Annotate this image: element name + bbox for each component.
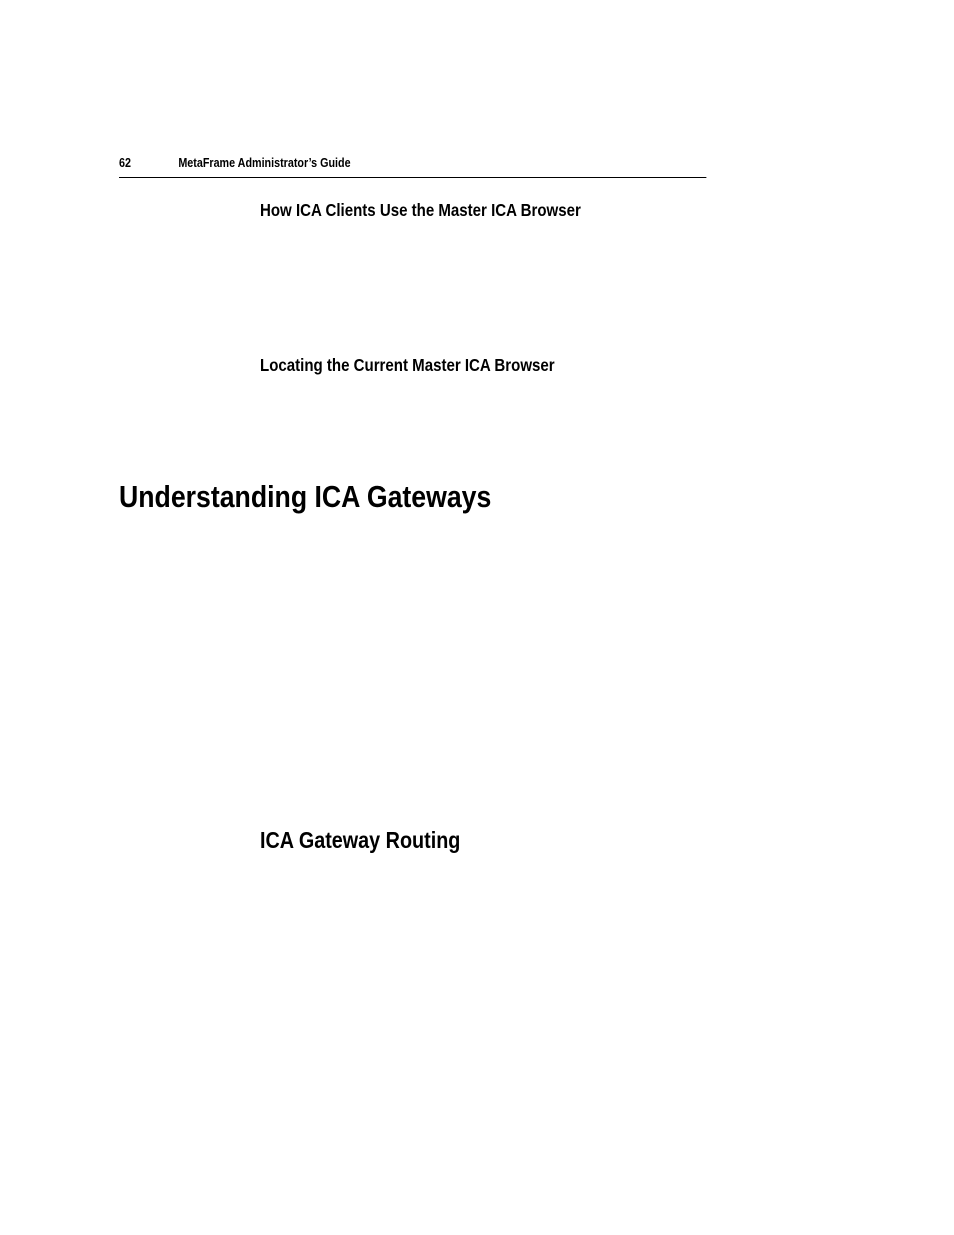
section-heading-gateway-routing: ICA Gateway Routing bbox=[260, 827, 461, 853]
running-header bbox=[119, 155, 706, 178]
chapter-section-heading-understanding-gateways: Understanding ICA Gateways bbox=[119, 479, 492, 514]
page-number: 62 bbox=[119, 156, 131, 170]
section-heading-clients-use-master-browser: How ICA Clients Use the Master ICA Browser bbox=[260, 200, 581, 220]
book-title: MetaFrame Administrator’s Guide bbox=[178, 156, 351, 170]
section-heading-locating-master-browser: Locating the Current Master ICA Browser bbox=[260, 355, 555, 375]
